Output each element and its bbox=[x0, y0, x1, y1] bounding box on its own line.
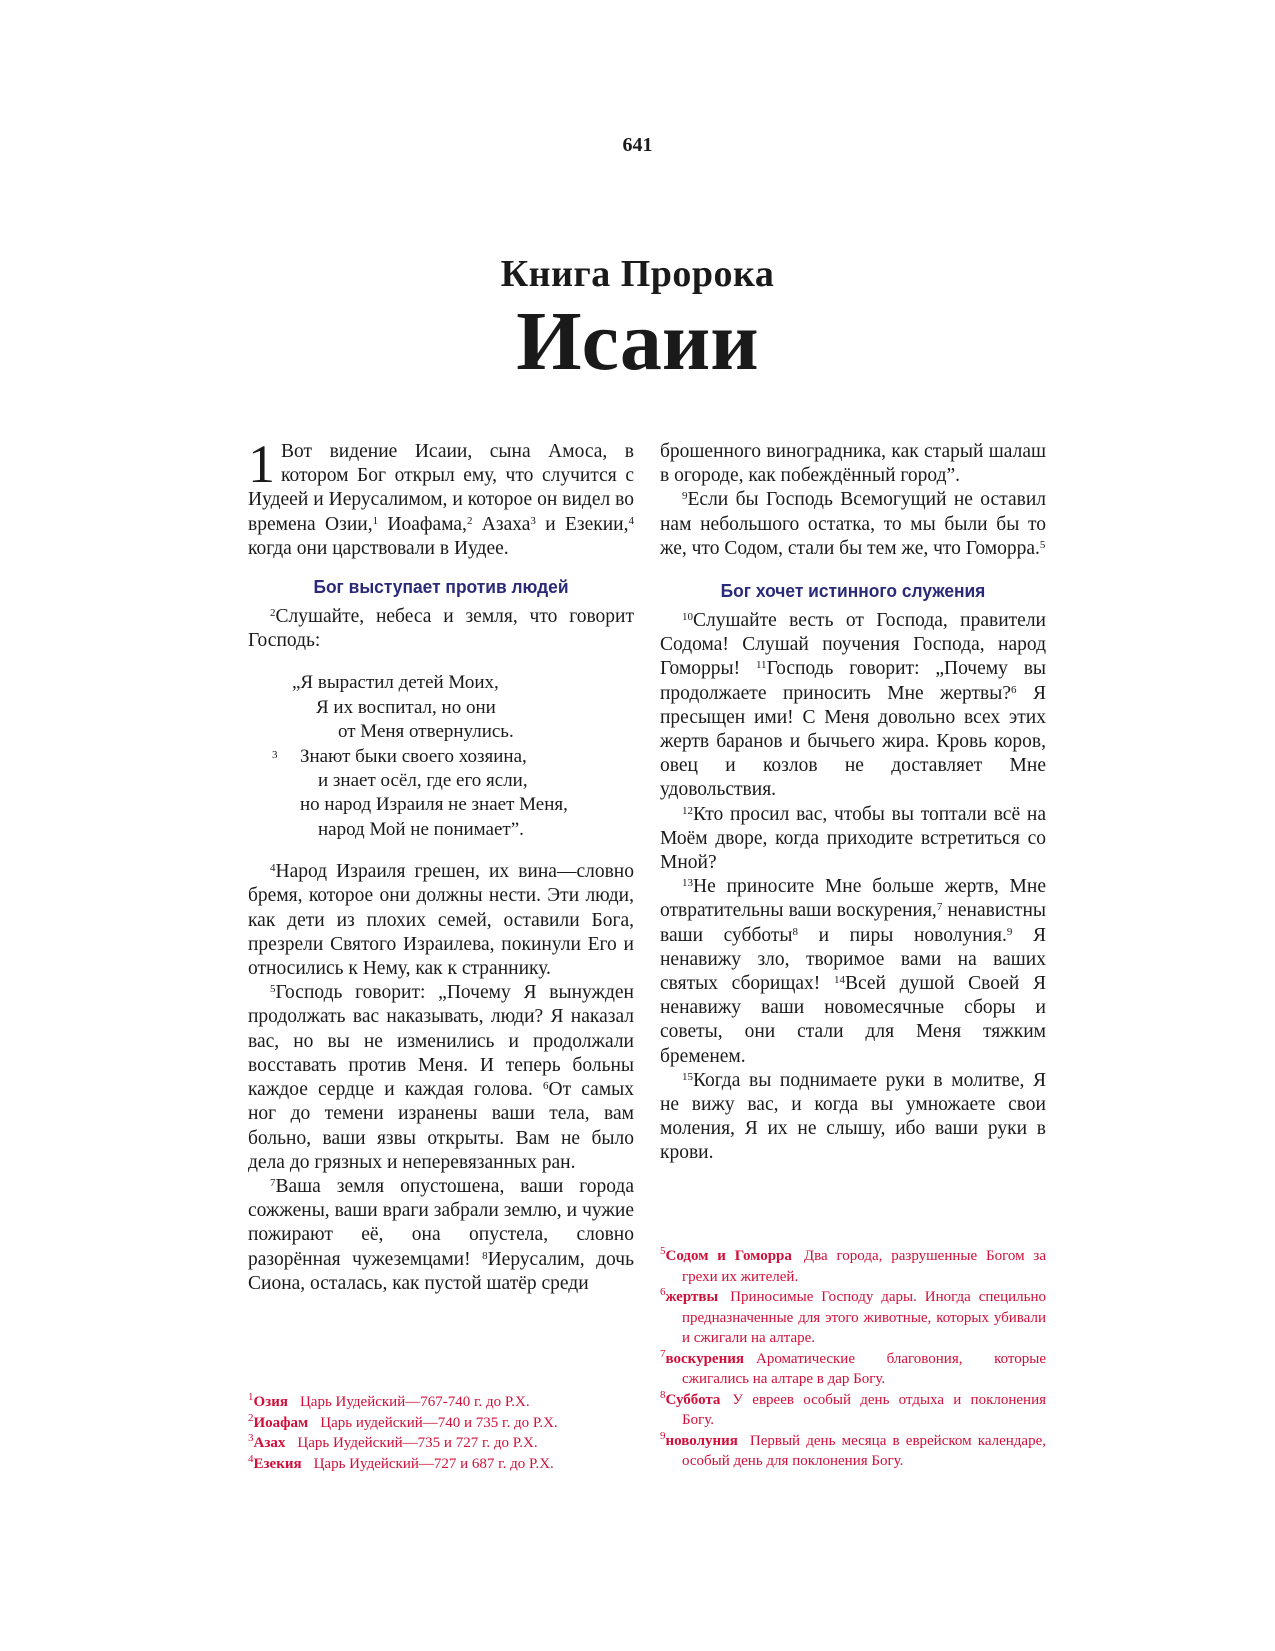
footnote-term: новолуния bbox=[665, 1432, 738, 1449]
footnote-term: Суббота bbox=[665, 1391, 721, 1408]
verse-number: 6 bbox=[543, 1080, 549, 1093]
verse-number: 2 bbox=[270, 607, 276, 620]
verse-number: 15 bbox=[682, 1070, 693, 1083]
verse-13-text-b: ненавистны ваши субботы bbox=[660, 900, 1046, 946]
footnote-number: 4 bbox=[248, 1452, 254, 1465]
verse-7-text: Ваша земля опустошена, ваши города сожжены, ваши враги забрали землю, и чужие пожирают её, она опустела, словно разорённая чужеземцами! bbox=[248, 1175, 634, 1270]
verse-12 bbox=[660, 803, 1046, 876]
footnote-term: воскурения bbox=[665, 1350, 744, 1367]
footnote-ref-2: 2 bbox=[466, 514, 473, 527]
verse-number: 7 bbox=[270, 1176, 276, 1189]
verse-1-text: Вот видение Исаии, сына Амоса, в котором Бог открыл ему, что случится с Иудеей и Иерусалимом, и которое он видел во времена Озии, bbox=[248, 441, 634, 535]
verse-8-continued: брошенного виноградника, как старый шалаш в огороде, как побеждённый город”. bbox=[660, 441, 1046, 487]
footnote-term: Езекия bbox=[253, 1455, 302, 1472]
verse-number: 10 bbox=[682, 611, 693, 624]
footnote bbox=[660, 1246, 1046, 1287]
right-column bbox=[660, 440, 1046, 1166]
footnote bbox=[248, 1392, 634, 1413]
footnote-term: Озия bbox=[253, 1394, 288, 1410]
footnote bbox=[248, 1433, 634, 1454]
verse-9 bbox=[660, 488, 1046, 561]
poem-line: народ Мой не понимает”. bbox=[318, 818, 524, 840]
poem-line bbox=[248, 745, 634, 769]
footnote-text: Первый день месяца в еврейском календаре, особый день для поклонения Богу. bbox=[682, 1432, 1046, 1469]
verse-10-text: Слушайте весть от Господа, правители Содома! Слушай поучения Господа, народ Гоморры! bbox=[660, 610, 1046, 680]
verse-4 bbox=[248, 860, 634, 981]
footnote-ref-5: 5 bbox=[1039, 538, 1046, 551]
verse-13 bbox=[660, 875, 1046, 1069]
poem bbox=[248, 671, 634, 842]
verse-15 bbox=[660, 1069, 1046, 1166]
footnote bbox=[660, 1349, 1046, 1390]
footnote bbox=[248, 1413, 634, 1434]
verse-14-text: Всей душой Своей Я ненавижу ваши новомесячные сборы и советы, они стали для Меня тяжким бременем. bbox=[660, 973, 1046, 1067]
verse-1-text-c: Азаха bbox=[472, 513, 531, 535]
section-heading-1: Бог выступает против людей bbox=[313, 576, 569, 598]
poem-line: и знает осёл, где его ясли, bbox=[318, 770, 528, 792]
footnote-ref-7: 7 bbox=[936, 901, 943, 914]
footnote-number: 9 bbox=[660, 1429, 666, 1442]
poem-line: „Я вырастил детей Моих, bbox=[292, 672, 499, 694]
footnote-ref-4: 4 bbox=[628, 514, 634, 527]
verse-1-text-d: и Езекии, bbox=[535, 513, 629, 535]
footnote bbox=[248, 1454, 634, 1475]
verse-number: 9 bbox=[682, 490, 688, 503]
book-subtitle: Книга Пророка bbox=[500, 253, 775, 295]
footnotes-right bbox=[660, 1246, 1046, 1472]
verse-9-text: Если бы Господь Всемогущий не оставил нам небольшого остатка, то мы были бы то же, что Содом, стали бы тем же, что Гоморра. bbox=[660, 489, 1046, 559]
poem-line: но народ Израиля не знает Меня, bbox=[300, 794, 568, 816]
footnote-ref-8: 8 bbox=[792, 925, 798, 938]
footnote-text: Царь Иудейский—735 и 727 г. до Р.Х. bbox=[297, 1435, 538, 1451]
left-column bbox=[248, 434, 635, 1296]
footnote bbox=[660, 1431, 1046, 1472]
footnote-text: Приносимые Господу дары. Иногда специльно предназначенные для этого животные, которых убивали и сжигали на алтаре. bbox=[682, 1289, 1046, 1346]
footnote-term: Иоафам bbox=[253, 1414, 309, 1431]
verse-2 bbox=[248, 605, 634, 653]
chapter-intro bbox=[248, 434, 634, 561]
chapter-number: 1 bbox=[248, 434, 275, 494]
footnote-text: Царь Иудейский—767-740 г. до Р.Х. bbox=[299, 1394, 530, 1410]
footnote-text: Царь иудейский—740 и 735 г. до Р.Х. bbox=[320, 1414, 558, 1431]
verse-2-text: Слушайте, небеса и земля, что говорит Господь: bbox=[248, 606, 634, 652]
verse-1-text-e: когда они царствовали в Иудее. bbox=[248, 537, 509, 559]
verse-1-text-b: Иоафама, bbox=[378, 513, 467, 535]
footnote-number: 3 bbox=[248, 1432, 254, 1444]
section-heading-2: Бог хочет истинного служения bbox=[720, 580, 986, 602]
verse-11-text: Господь говорит: „Почему вы продолжаете приносить Мне жертвы? bbox=[660, 658, 1047, 704]
footnote bbox=[660, 1287, 1046, 1349]
footnote-number: 2 bbox=[248, 1411, 254, 1424]
book-title: Исаии bbox=[516, 295, 759, 388]
footnote-number: 6 bbox=[660, 1286, 666, 1298]
footnote-ref-9: 9 bbox=[1006, 925, 1013, 938]
verse-7 bbox=[248, 1175, 634, 1296]
verse-13-text-c: и пиры новолуния. bbox=[798, 924, 1007, 946]
verse-number: 4 bbox=[270, 862, 276, 875]
verse-number: 11 bbox=[755, 659, 767, 672]
verse-8-text: Иерусалим, дочь Сиона, осталась, как пустой шатёр среди bbox=[248, 1248, 635, 1294]
footnote-ref-3: 3 bbox=[530, 514, 536, 527]
poem-line: от Меня отвернулись. bbox=[338, 721, 514, 743]
footnote-ref-6: 6 bbox=[1011, 683, 1017, 696]
verse-10 bbox=[660, 609, 1046, 803]
verse-13-text: Не приносите Мне больше жертв, Мне отвратительны ваши воскурения, bbox=[660, 876, 1046, 922]
footnote-text: Царь Иудейский—727 и 687 г. до Р.Х. bbox=[313, 1455, 554, 1472]
verse-number: 12 bbox=[682, 804, 693, 817]
footnote-text: Два города, разрушенные Богом за грехи их жителей. bbox=[682, 1248, 1046, 1285]
poem-line-text: Знают быки своего хозяина, bbox=[300, 745, 527, 767]
verse-5 bbox=[248, 981, 634, 1175]
footnote-number: 7 bbox=[660, 1347, 666, 1360]
verse-4-text: Народ Израиля грешен, их вина—словно бремя, которое они должны нести. Эти люди, как дети из плохих семей, оставили Бога, презрели Святого Израилева, покинули Его и относились к Нему, как к страннику. bbox=[248, 861, 634, 980]
verse-6-text: От самых ног до темени изранены ваши тела, вам больно, ваши язвы открыты. Вам не было дела до грязных и неперевязанных ран. bbox=[248, 1079, 635, 1173]
footnote-ref-1: 1 bbox=[372, 514, 379, 527]
footnote-term: жертвы bbox=[665, 1289, 719, 1305]
verse-number: 5 bbox=[270, 983, 276, 996]
page-number: 641 bbox=[622, 134, 653, 156]
verse-5-text: Господь говорит: „Почему Я вынужден продолжать вас наказывать, люди? Я наказал вас, но вы не изменились и продолжали восставать против Меня. И теперь больны каждое сердце и каждая голова. bbox=[248, 982, 634, 1101]
footnote-term: Азах bbox=[253, 1435, 286, 1451]
footnote-text: У евреев особый день отдыха и поклонения Богу. bbox=[682, 1391, 1046, 1428]
footnote bbox=[660, 1390, 1046, 1431]
verse-15-text: Когда вы поднимаете руки в молитве, Я не вижу вас, и когда вы умножаете свои моления, Я их не слышу, ибо ваши руки в крови. bbox=[660, 1069, 1046, 1164]
footnote-number: 5 bbox=[660, 1245, 666, 1257]
footnotes-left bbox=[248, 1392, 634, 1474]
verse-11-text-b: Я пресыщен ими! С Меня довольно всех этих жертв баранов и бычьего жира. Кровь коров, овец и козлов не доставляет Мне удовольствия. bbox=[660, 682, 1046, 801]
verse-13-text-d: Я ненавижу зло, творимое вами на ваших святых сборищах! bbox=[660, 924, 1046, 995]
verse-number: 14 bbox=[833, 974, 845, 987]
verse-number: 3 bbox=[272, 748, 278, 761]
footnote-number: 8 bbox=[660, 1388, 666, 1401]
footnote-term: Содом и Гоморра bbox=[665, 1248, 792, 1264]
verse-12-text: Кто просил вас, чтобы вы топтали всё на Моём дворе, когда приходите встретиться со Мной? bbox=[660, 803, 1046, 874]
verse-number: 8 bbox=[482, 1249, 488, 1262]
poem-line: Я их воспитал, но они bbox=[316, 696, 496, 718]
footnote-number: 1 bbox=[248, 1391, 254, 1403]
footnote-text: Ароматические благовония, которые сжигались на алтаре в дар Богу. bbox=[682, 1350, 1046, 1387]
verse-number: 13 bbox=[682, 877, 693, 890]
